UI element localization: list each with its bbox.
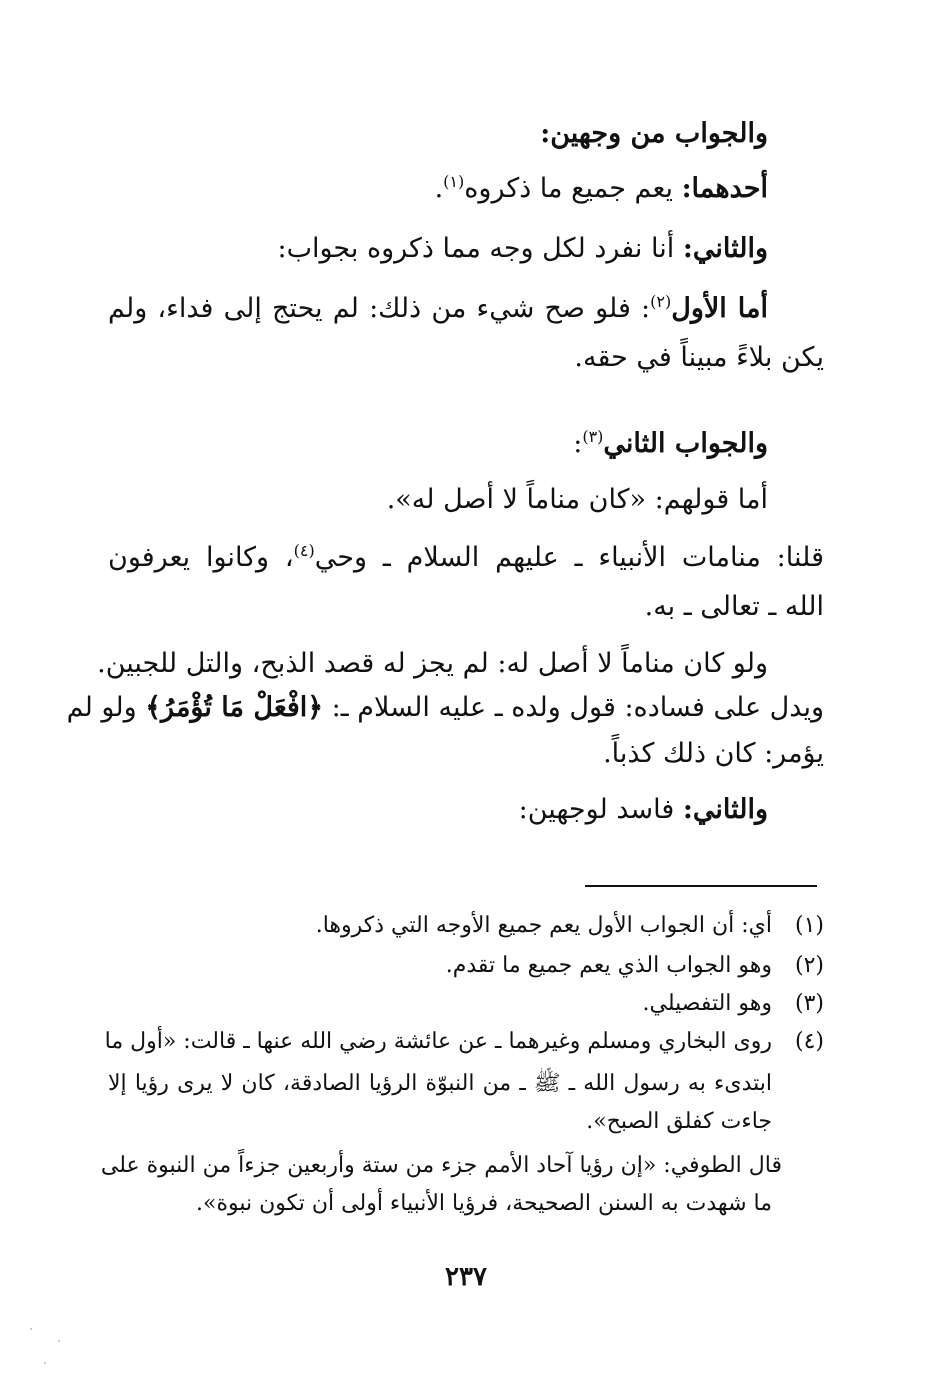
footnote-ref-1: (١) <box>443 172 465 191</box>
answer-two-heading: والجواب الثاني$^{(٣)}$: <box>573 427 768 459</box>
footnote-ref-3: (٣) <box>582 427 604 446</box>
footnote-tufi-quote: قال الطوفي: «إن رؤيا آحاد الأمم جزء من ستة وأربعين جزءاً من النبوة على <box>100 1153 782 1178</box>
first-aspect-line: أحدهما: يعم جميع ما ذكروه$^{(١)}$. <box>434 172 768 204</box>
amma-first-line <box>108 291 768 327</box>
footnote-tufi-quote-cont: ما شهدت به السنن الصحيحة، فرؤيا الأنبياء أولى أن تكون نبوة». <box>196 1191 772 1216</box>
amma-second-line: يكن بلاءً مبيناً في حقه. <box>574 342 824 373</box>
footnote-separator <box>585 885 817 887</box>
footnote-4-cont-2: جاءت كفلق الصبح». <box>586 1109 772 1134</box>
footnote-2: (٢)وهو الجواب الذي يعم جميع ما تقدم. <box>445 953 824 978</box>
scan-speck <box>44 1362 46 1364</box>
law-kana-line: ولو كان مناماً لا أصل له: لم يجز له قصد الذبح، والتل للجبين. <box>97 648 768 679</box>
yadull-line: ويدل على فساده: قول ولده ـ عليه السلام ـ: ﴿افْعَلْ مَا تُؤْمَرُ﴾ ولو لم <box>66 692 824 723</box>
first-aspect-text: يعم جميع ما ذكروه <box>464 173 673 204</box>
scan-speck <box>30 1328 32 1330</box>
second-aspect-label: والثاني: <box>682 233 768 264</box>
answer-heading: والجواب من وجهين: <box>540 118 768 149</box>
quran-verse: ﴿افْعَلْ مَا تُؤْمَرُ﴾ <box>145 692 324 723</box>
third-aspect-line: والثاني: فاسد لوجهين: <box>518 794 768 825</box>
footnote-4: (٤)روى البخاري ومسلم وغيرهما ـ عن عائشة رضي الله عنها ـ قالت: «أول ما <box>104 1029 824 1054</box>
amma-first-text: : فلو صح شيء من ذلك: لم يحتج إلى فداء، ولم <box>108 293 651 324</box>
first-aspect-label: أحدهما: <box>681 173 768 204</box>
qulna-line: قلنا: منامات الأنبياء ـ عليهم السلام ـ وحي$^{(٤)}$، وكانوا يعرفون <box>108 541 824 573</box>
footnote-1: (١)أي: أن الجواب الأول يعم جميع الأوجه التي ذكروها. <box>315 913 824 938</box>
their-saying-line: أما قولهم: «كان مناماً لا أصل له». <box>386 484 768 515</box>
footnote-ref-2: (٢) <box>650 292 672 311</box>
second-aspect-text: أنا نفرد لكل وجه مما ذكروه بجواب: <box>277 233 675 264</box>
footnote-ref-4: (٤) <box>293 541 315 560</box>
amma-first-label: أما الأول <box>671 293 768 324</box>
yadull-second-line: يؤمر: كان ذلك كذباً. <box>603 738 824 769</box>
qulna-second-line: الله ـ تعالى ـ به. <box>644 591 824 622</box>
scan-speck <box>58 1340 60 1342</box>
second-aspect-line <box>108 231 768 267</box>
footnote-4-cont-1: ابتدىء به رسول الله ـ ﷺ ـ من النبوّة الرؤيا الصادقة، كان لا يرى رؤيا إلا <box>108 1071 772 1096</box>
footnote-3: (٣)وهو التفصيلي. <box>642 991 824 1016</box>
page-number: ٢٣٧ <box>445 1262 487 1292</box>
